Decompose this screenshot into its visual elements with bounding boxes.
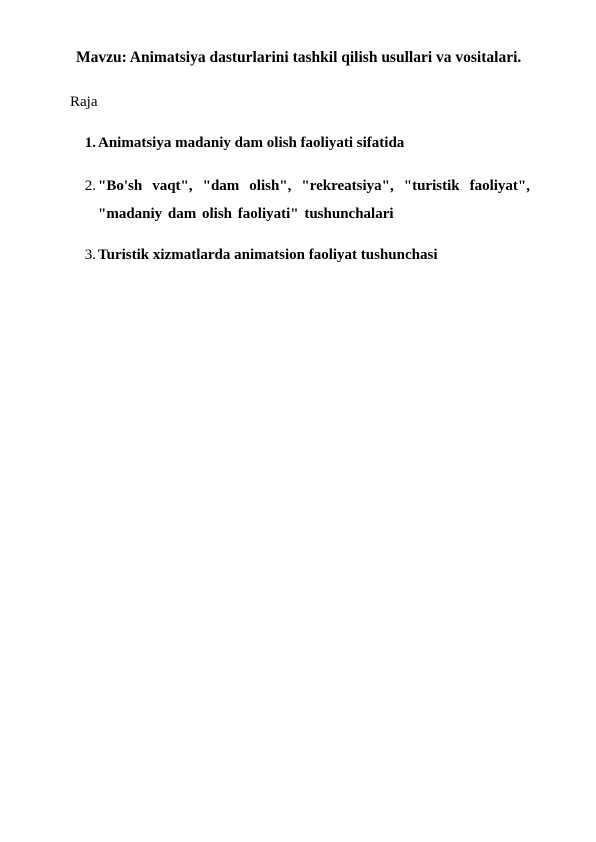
list-item-number: 2. <box>84 178 96 194</box>
document-title: Mavzu: Animatsiya dasturlarini tashkil qilish usullari va vositalari. <box>76 49 522 66</box>
list-item-number: 3. <box>84 247 96 263</box>
list-item-text: Animatsiya madaniy dam olish faoliyati sifatida <box>98 135 405 151</box>
list-item-text: Turistik xizmatlarda animatsion faoliyat tushunchasi <box>98 247 438 263</box>
list-item-text: "Bo'sh vaqt", "dam olish", "rekreatsiya", "turistik faoliyat", "madaniy dam olish faoliyati" tushunchalari <box>98 178 530 222</box>
list-item-number: 1. <box>84 135 96 151</box>
plan-label: Raja <box>70 94 98 110</box>
